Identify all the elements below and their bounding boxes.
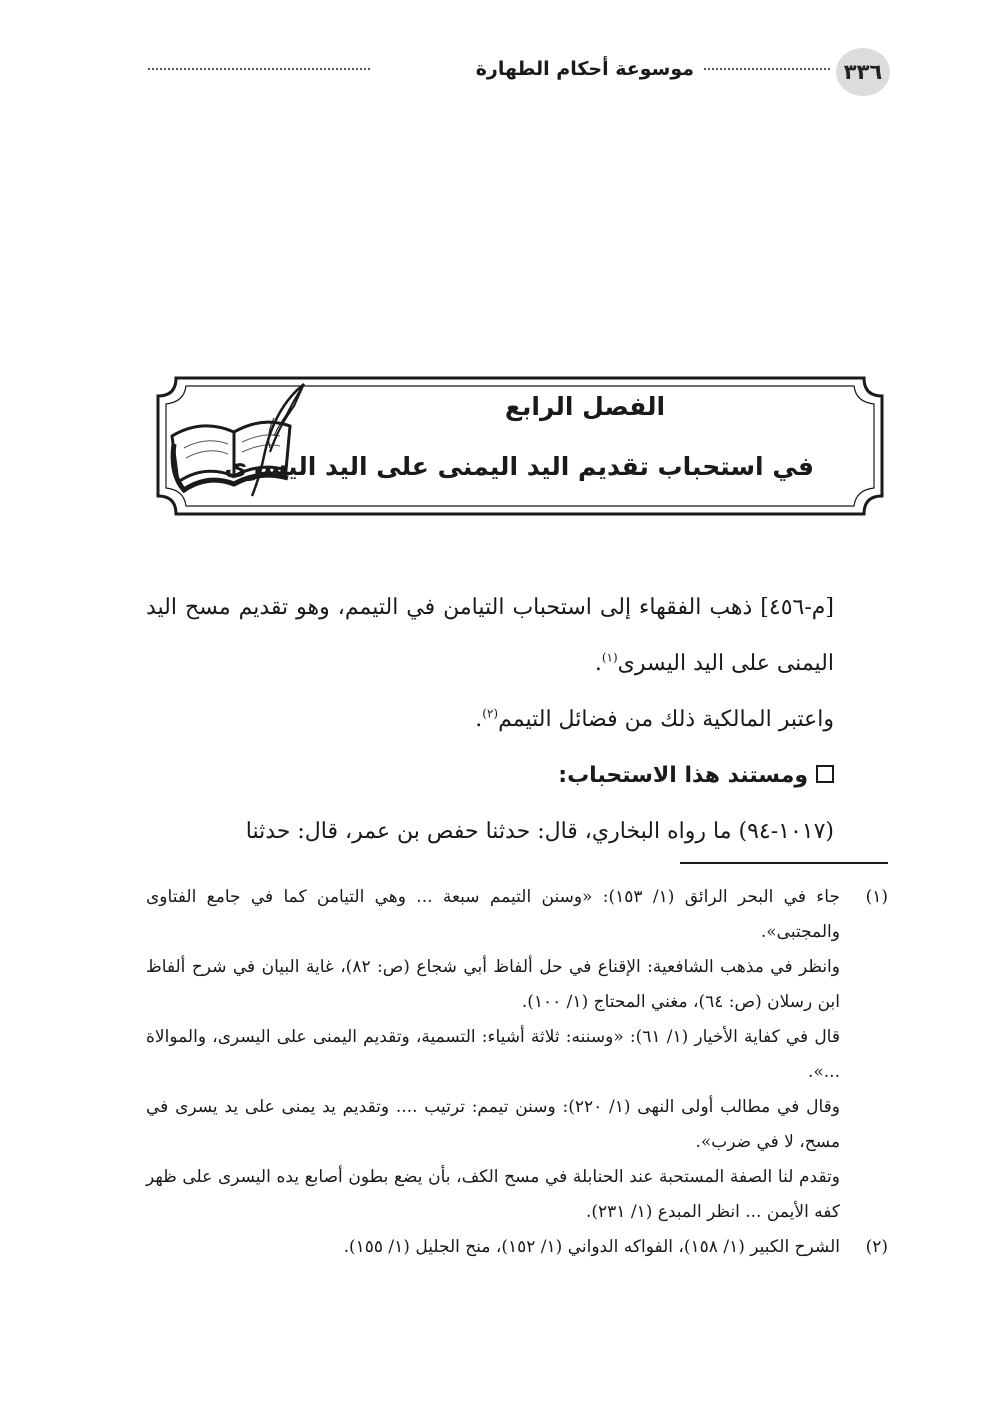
footnote-line: الشرح الكبير (١/ ١٥٨)، الفواكه الدواني (١/ ١٥٢)، منح الجليل (١/ ١٥٥). bbox=[343, 1237, 840, 1257]
footnote-ref-1: (١) bbox=[601, 650, 618, 665]
section-heading bbox=[146, 748, 888, 804]
page-number: ٣٣٦ bbox=[836, 48, 890, 96]
footnote-body bbox=[146, 880, 840, 1230]
main-text bbox=[146, 580, 888, 860]
footnotes bbox=[146, 880, 888, 1265]
footnote-line: جاء في البحر الرائق (١/ ١٥٣): «وسنن التيمم سبعة ... وهي التيامن كما في جامع الفتاوى والمجتبى». bbox=[146, 887, 840, 942]
footnote-line: وقال في مطالب أولى النهى (١/ ٢٢٠): وسنن تيمم: ترتيب .... وتقديم يد يمنى على يد يسرى في مسح، لا في ضرب». bbox=[146, 1097, 840, 1152]
paragraph-2-end: . bbox=[475, 707, 483, 732]
running-header bbox=[148, 48, 890, 98]
paragraph-2 bbox=[146, 692, 888, 748]
paragraph-1-end: . bbox=[594, 651, 602, 676]
footnote-2 bbox=[146, 1230, 888, 1265]
checkbox-bullet-icon bbox=[816, 765, 834, 783]
header-dotted-leader-right bbox=[704, 68, 830, 70]
paragraph-1-text: [م-٤٥٦] ذهب الفقهاء إلى استحباب التيامن في التيمم، وهو تقديم مسح اليد اليمنى على اليد اليسرى bbox=[146, 595, 834, 676]
footnote-line: وانظر في مذهب الشافعية: الإقناع في حل ألفاظ أبي شجاع (ص: ٨٢)، غاية البيان في شرح ألفاظ ابن رسلان (ص: ٦٤)، مغني المحتاج (١/ ١٠٠). bbox=[146, 957, 840, 1012]
paragraph-3: (١٠١٧-٩٤) ما رواه البخاري، قال: حدثنا حفص بن عمر، قال: حدثنا bbox=[245, 819, 834, 844]
chapter-subtitle: في استحباب تقديم اليد اليمنى على اليد اليسرى bbox=[224, 452, 814, 481]
footnote-line: وتقدم لنا الصفة المستحبة عند الحنابلة في مسح الكف، بأن يضع بطون أصابع يده اليسرى على ظهر كفه الأيمن ... انظر المبدع (١/ ٢٣١). bbox=[146, 1167, 840, 1222]
footnote-separator bbox=[680, 862, 888, 864]
footnote-ref-2: (٢) bbox=[482, 706, 499, 721]
header-dotted-leader-left bbox=[148, 68, 370, 70]
footnote-number: (١) bbox=[865, 887, 888, 907]
paragraph-2-text: واعتبر المالكية ذلك من فضائل التيمم bbox=[498, 707, 834, 732]
footnote-1 bbox=[146, 880, 888, 1230]
chapter-title: الفصل الرابع bbox=[504, 392, 666, 421]
section-heading-text: ومستند هذا الاستحباب: bbox=[558, 763, 808, 788]
chapter-frame bbox=[148, 368, 892, 524]
running-title: موسوعة أحكام الطهارة bbox=[475, 58, 694, 80]
footnote-number: (٢) bbox=[865, 1237, 888, 1257]
footnote-line: قال في كفاية الأخيار (١/ ٦١): «وسننه: ثلاثة أشياء: التسمية، وتقديم اليمنى على اليسرى، والموالاة ...». bbox=[146, 1027, 840, 1082]
paragraph-1 bbox=[146, 580, 888, 692]
footnote-body bbox=[146, 1230, 840, 1265]
